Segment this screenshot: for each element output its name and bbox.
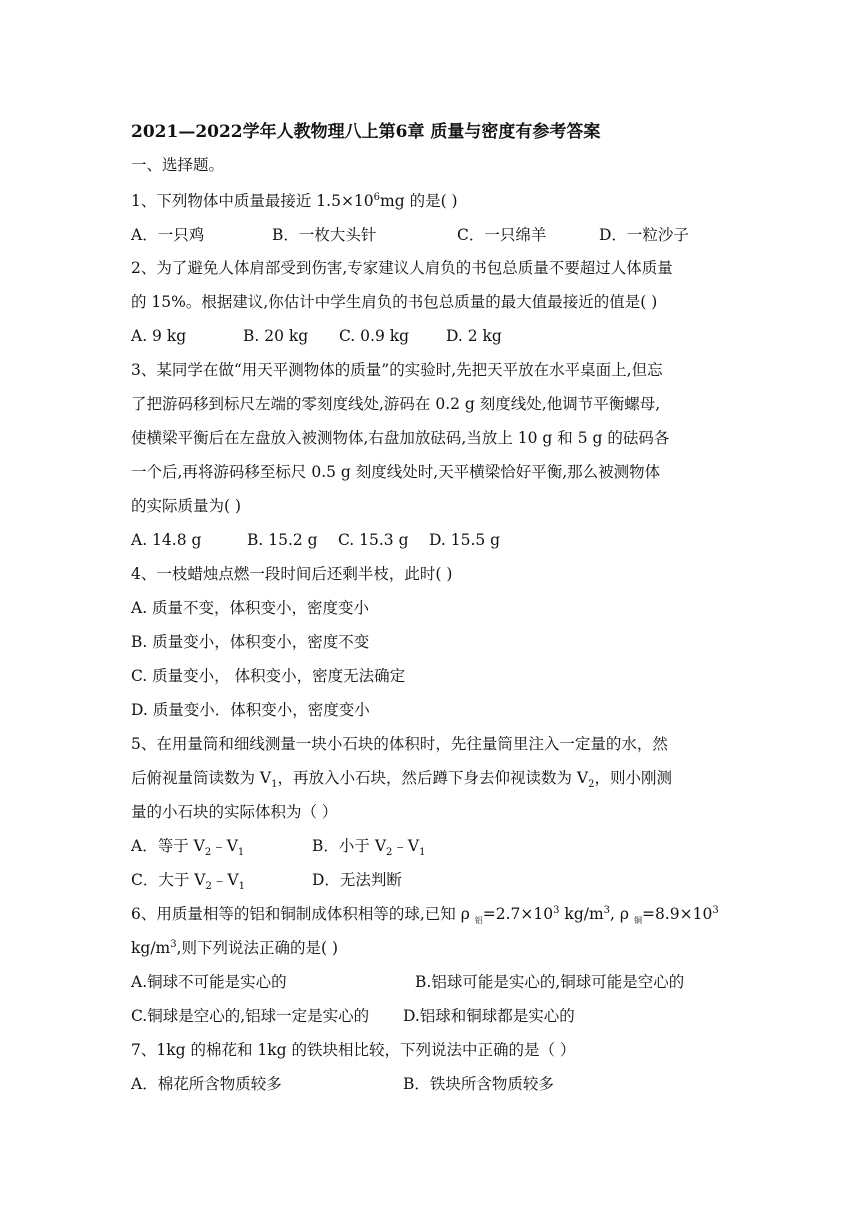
question-4-option-c: C. 质量变小， 体积变小，密度无法确定	[131, 667, 406, 685]
question-3-option-b: B. 15.2 g	[247, 531, 318, 549]
question-7-option-b: B．铁块所含物质较多	[403, 1075, 554, 1093]
question-5-line-3: 量的小石块的实际体积为（ ）	[131, 803, 338, 821]
question-2-line-2: 的 15%。根据建议,你估计中学生肩负的书包总质量的最大值最接近的值是( )	[131, 293, 658, 311]
question-3-option-c: C. 15.3 g	[338, 531, 409, 549]
question-5-option-c: C．大于 $V_2﹣V_1$	[131, 871, 245, 893]
document-title: 2021—2022学年人教物理八上第6章 质量与密度有参考答案	[131, 122, 601, 142]
question-5-line-2: 后俯视量筒读数为 $V_1$，再放入小石块，然后蹲下身去仰视读数为 $V_2$，则小刚测	[131, 769, 673, 791]
question-6-line-1: 6、用质量相等的铝和铜制成体积相等的球,已知 ρ $_铝=2.7\times 10^3$ $kg/m^3$, ρ $_铜=8.9\times 10^3$	[131, 904, 719, 926]
question-5-option-d: D．无法判断	[312, 871, 402, 889]
question-1-option-b: B．一枚大头针	[272, 226, 377, 244]
question-7-option-a: A．棉花所含物质较多	[131, 1075, 282, 1093]
question-6-option-b: B.铝球可能是实心的,铜球可能是空心的	[415, 973, 685, 991]
question-3-line-4: 一个后,再将游码移至标尺 0.5 g 刻度线处时,天平横梁恰好平衡,那么被测物体	[131, 463, 661, 481]
question-5-line-1: 5、在用量筒和细线测量一块小石块的体积时，先往量筒里注入一定量的水，然	[131, 735, 668, 753]
question-3-line-1: 3、某同学在做“用天平测物体的质量”的实验时,先把天平放在水平桌面上,但忘	[131, 361, 663, 379]
question-2-option-c: C. 0.9 kg	[339, 327, 410, 345]
question-4-stem: 4、一枝蜡烛点燃一段时间后还剩半枝，此时( )	[131, 565, 453, 583]
section-heading: 一、选择题。	[131, 156, 225, 174]
question-1-stem: 1、下列物体中质量最接近 $1.5\times 10^6mg$ 的是( )	[131, 191, 458, 210]
question-2-option-d: D. 2 kg	[446, 327, 502, 345]
question-1-option-d: D．一粒沙子	[599, 226, 689, 244]
question-6-option-a: A.铜球不可能是实心的	[131, 973, 287, 991]
question-4-option-d: D. 质量变小．体积变小，密度变小	[131, 701, 370, 719]
question-1-option-c: C．一只绵羊	[457, 226, 547, 244]
question-4-option-b: B. 质量变小，体积变小，密度不变	[131, 633, 370, 651]
question-6-option-c: C.铜球是空心的,铝球一定是实心的	[131, 1007, 370, 1025]
question-3-line-2: 了把游码移到标尺左端的零刻度线处,游码在 0.2 g 刻度线处,他调节平衡螺母,	[131, 395, 661, 413]
question-1-option-a: A．一只鸡	[131, 226, 205, 244]
question-2-line-1: 2、为了避免人体肩部受到伤害,专家建议人肩负的书包总质量不要超过人体质量	[131, 259, 673, 277]
question-3-option-d: D. 15.5 g	[429, 531, 501, 549]
question-2-option-a: A. 9 kg	[131, 327, 187, 345]
question-7-stem: 7、1kg 的棉花和 1kg 的铁块相比较，下列说法中正确的是（ ）	[131, 1041, 576, 1059]
question-2-option-b: B. 20 kg	[243, 327, 309, 345]
question-6-option-d: D.铝球和铜球都是实心的	[403, 1007, 575, 1025]
question-4-option-a: A. 质量不变，体积变小，密度变小	[131, 599, 370, 617]
question-5-option-b: B．小于 $V_2﹣V_1$	[312, 837, 426, 859]
question-3-option-a: A. 14.8 g	[131, 531, 202, 549]
question-3-line-3: 使横梁平衡后在左盘放入被测物体,右盘加放砝码,当放上 10 g 和 5 g 的砝码各	[131, 429, 670, 447]
question-6-line-2: $kg/m^3$,则下列说法正确的是( )	[131, 938, 339, 957]
question-5-option-a: A．等于 $V_2﹣V_1$	[131, 837, 245, 859]
question-3-line-5: 的实际质量为( )	[131, 497, 242, 515]
